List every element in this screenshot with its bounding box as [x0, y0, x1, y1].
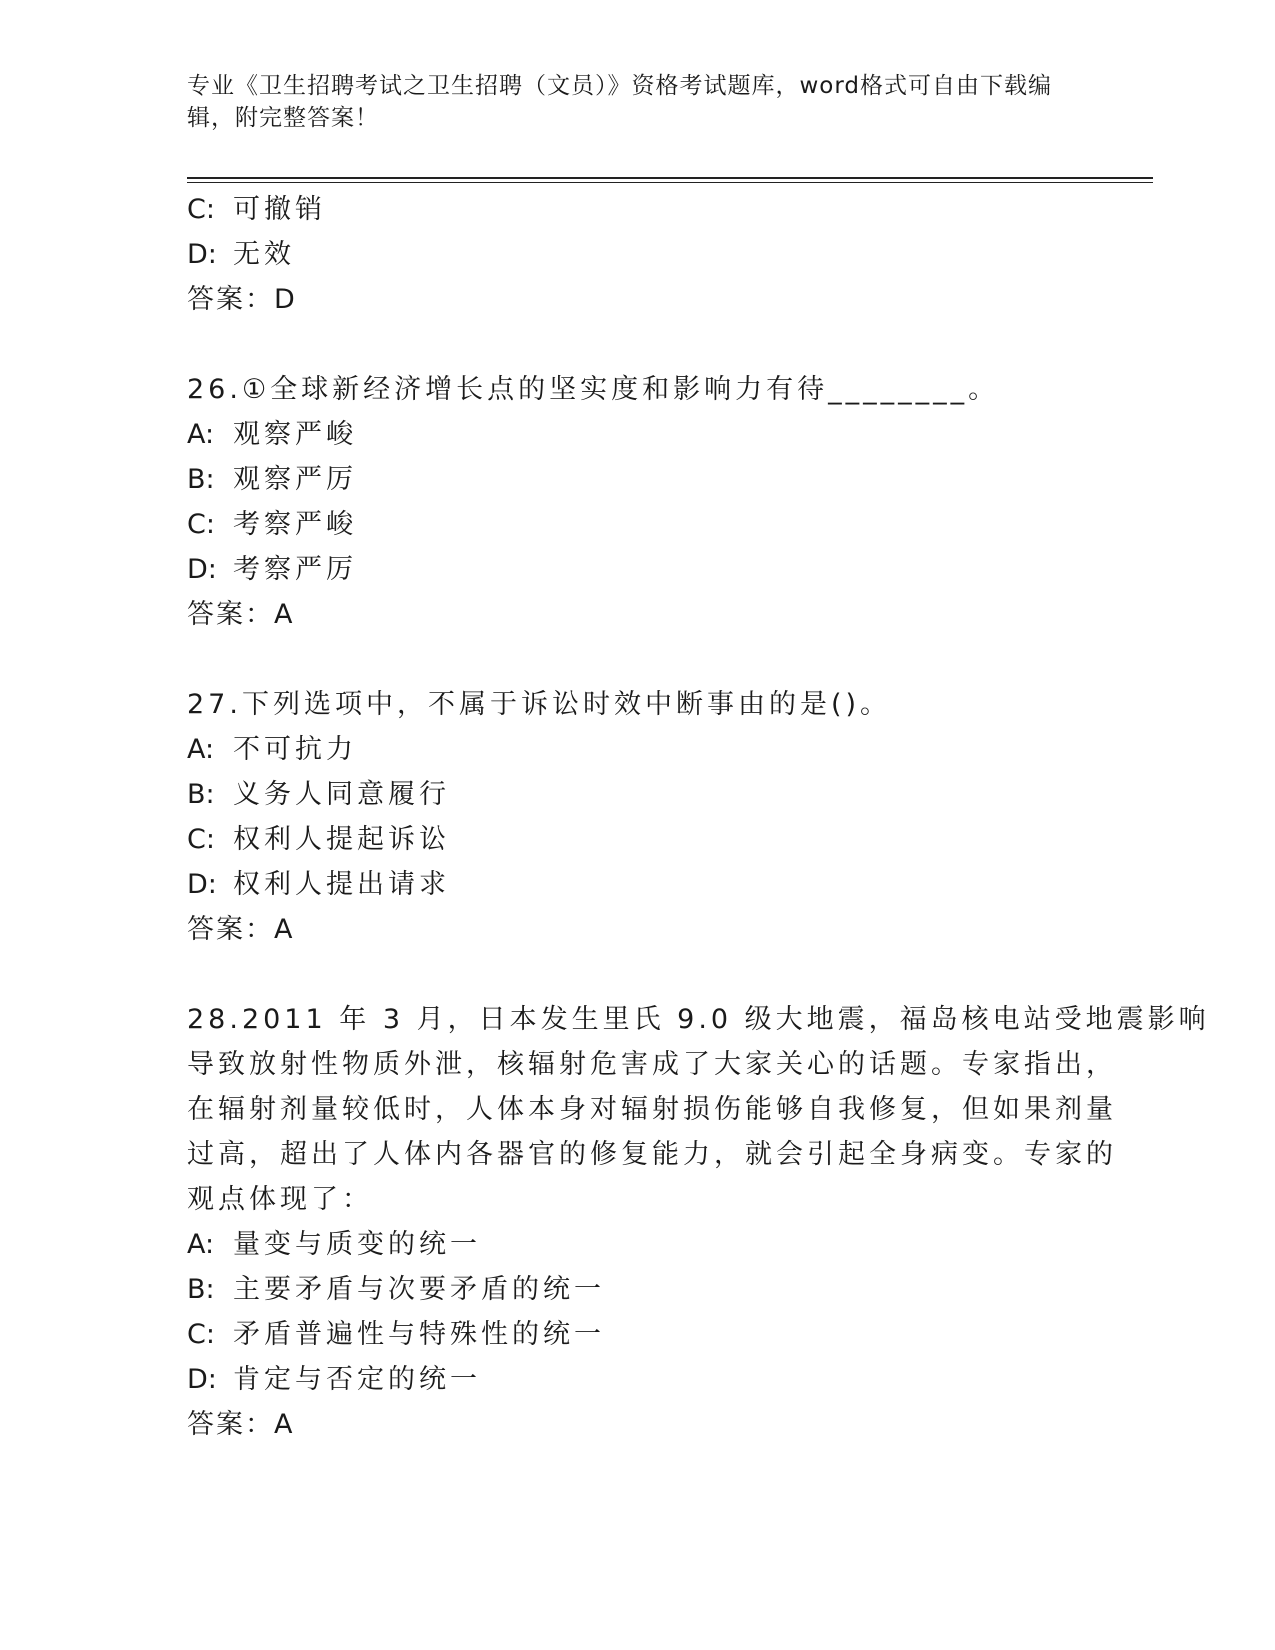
answer-value: D	[274, 284, 295, 315]
option-c	[187, 817, 1087, 862]
answer-label: 答案：	[187, 1409, 274, 1440]
option-text: 考察严峻	[233, 509, 357, 540]
option-letter: D:	[187, 239, 217, 270]
header-text: 专业《卫生招聘考试之卫生招聘（文员）》资格考试题库，word格式可自由下载编辑，附完整答案！	[187, 73, 1053, 131]
answer-value: A	[274, 914, 293, 945]
option-text: 肯定与否定的统一	[233, 1364, 481, 1395]
question-stem-line: 观点体现了：	[187, 1184, 373, 1215]
option-a	[187, 1222, 1087, 1267]
question-content	[187, 187, 1210, 1447]
header-rule-thick	[187, 177, 1153, 179]
option-letter: C:	[187, 194, 215, 225]
question-stem-line: 导致放射性物质外泄，核辐射危害成了大家关心的话题。专家指出，	[187, 1049, 1117, 1080]
option-b	[187, 1267, 1087, 1312]
option-a	[187, 727, 1087, 772]
spacer	[187, 952, 1087, 997]
answer-line	[187, 907, 1087, 952]
option-d	[187, 232, 1087, 277]
option-text: 矛盾普遍性与特殊性的统一	[233, 1319, 605, 1350]
option-text: 可撤销	[233, 194, 326, 225]
option-text: 义务人同意履行	[233, 779, 450, 810]
option-b	[187, 457, 1087, 502]
option-d	[187, 862, 1087, 907]
spacer	[187, 637, 1087, 682]
spacer	[187, 322, 1087, 367]
option-letter: B:	[187, 464, 215, 495]
option-text: 量变与质变的统一	[233, 1229, 481, 1260]
option-text: 不可抗力	[233, 734, 357, 765]
option-letter: D:	[187, 554, 217, 585]
question-stem-line: 28.2011 年 3 月，日本发生里氏 9.0 级大地震，福岛核电站受地震影响	[187, 1004, 1210, 1035]
answer-value: A	[274, 1409, 293, 1440]
answer-label: 答案：	[187, 284, 274, 315]
answer-line	[187, 592, 1087, 637]
option-letter: D:	[187, 869, 217, 900]
option-letter: D:	[187, 1364, 217, 1395]
option-text: 权利人提出请求	[233, 869, 450, 900]
answer-value: A	[274, 599, 293, 630]
question-stem: 26.①全球新经济增长点的坚实度和影响力有待________。	[187, 374, 1000, 405]
answer-label: 答案：	[187, 914, 274, 945]
question-28	[187, 997, 1210, 1447]
prev-question-block	[187, 187, 1087, 322]
answer-label: 答案：	[187, 599, 274, 630]
option-d	[187, 1357, 1087, 1402]
header-rule-thin	[187, 182, 1153, 183]
option-letter: C:	[187, 509, 215, 540]
option-letter: A:	[187, 419, 215, 450]
option-letter: A:	[187, 1229, 215, 1260]
option-letter: B:	[187, 779, 215, 810]
option-text: 观察严厉	[233, 464, 357, 495]
answer-line	[187, 1402, 1087, 1447]
question-stem-line: 在辐射剂量较低时，人体本身对辐射损伤能够自我修复，但如果剂量	[187, 1094, 1117, 1125]
question-stem-line: 过高，超出了人体内各器官的修复能力，就会引起全身病变。专家的	[187, 1139, 1117, 1170]
question-stem: 27.下列选项中，不属于诉讼时效中断事由的是()。	[187, 689, 892, 720]
option-b	[187, 772, 1087, 817]
option-text: 考察严厉	[233, 554, 357, 585]
option-letter: C:	[187, 824, 215, 855]
question-27	[187, 682, 1087, 952]
option-c	[187, 502, 1087, 547]
option-text: 权利人提起诉讼	[233, 824, 450, 855]
option-text: 无效	[233, 239, 295, 270]
option-c	[187, 1312, 1087, 1357]
option-a	[187, 412, 1087, 457]
answer-line	[187, 277, 1087, 322]
option-text: 主要矛盾与次要矛盾的统一	[233, 1274, 605, 1305]
option-text: 观察严峻	[233, 419, 357, 450]
option-letter: A:	[187, 734, 215, 765]
question-26	[187, 367, 1087, 637]
option-d	[187, 547, 1087, 592]
option-c	[187, 187, 1087, 232]
option-letter: C:	[187, 1319, 215, 1350]
document-header	[187, 70, 1067, 134]
option-letter: B:	[187, 1274, 215, 1305]
